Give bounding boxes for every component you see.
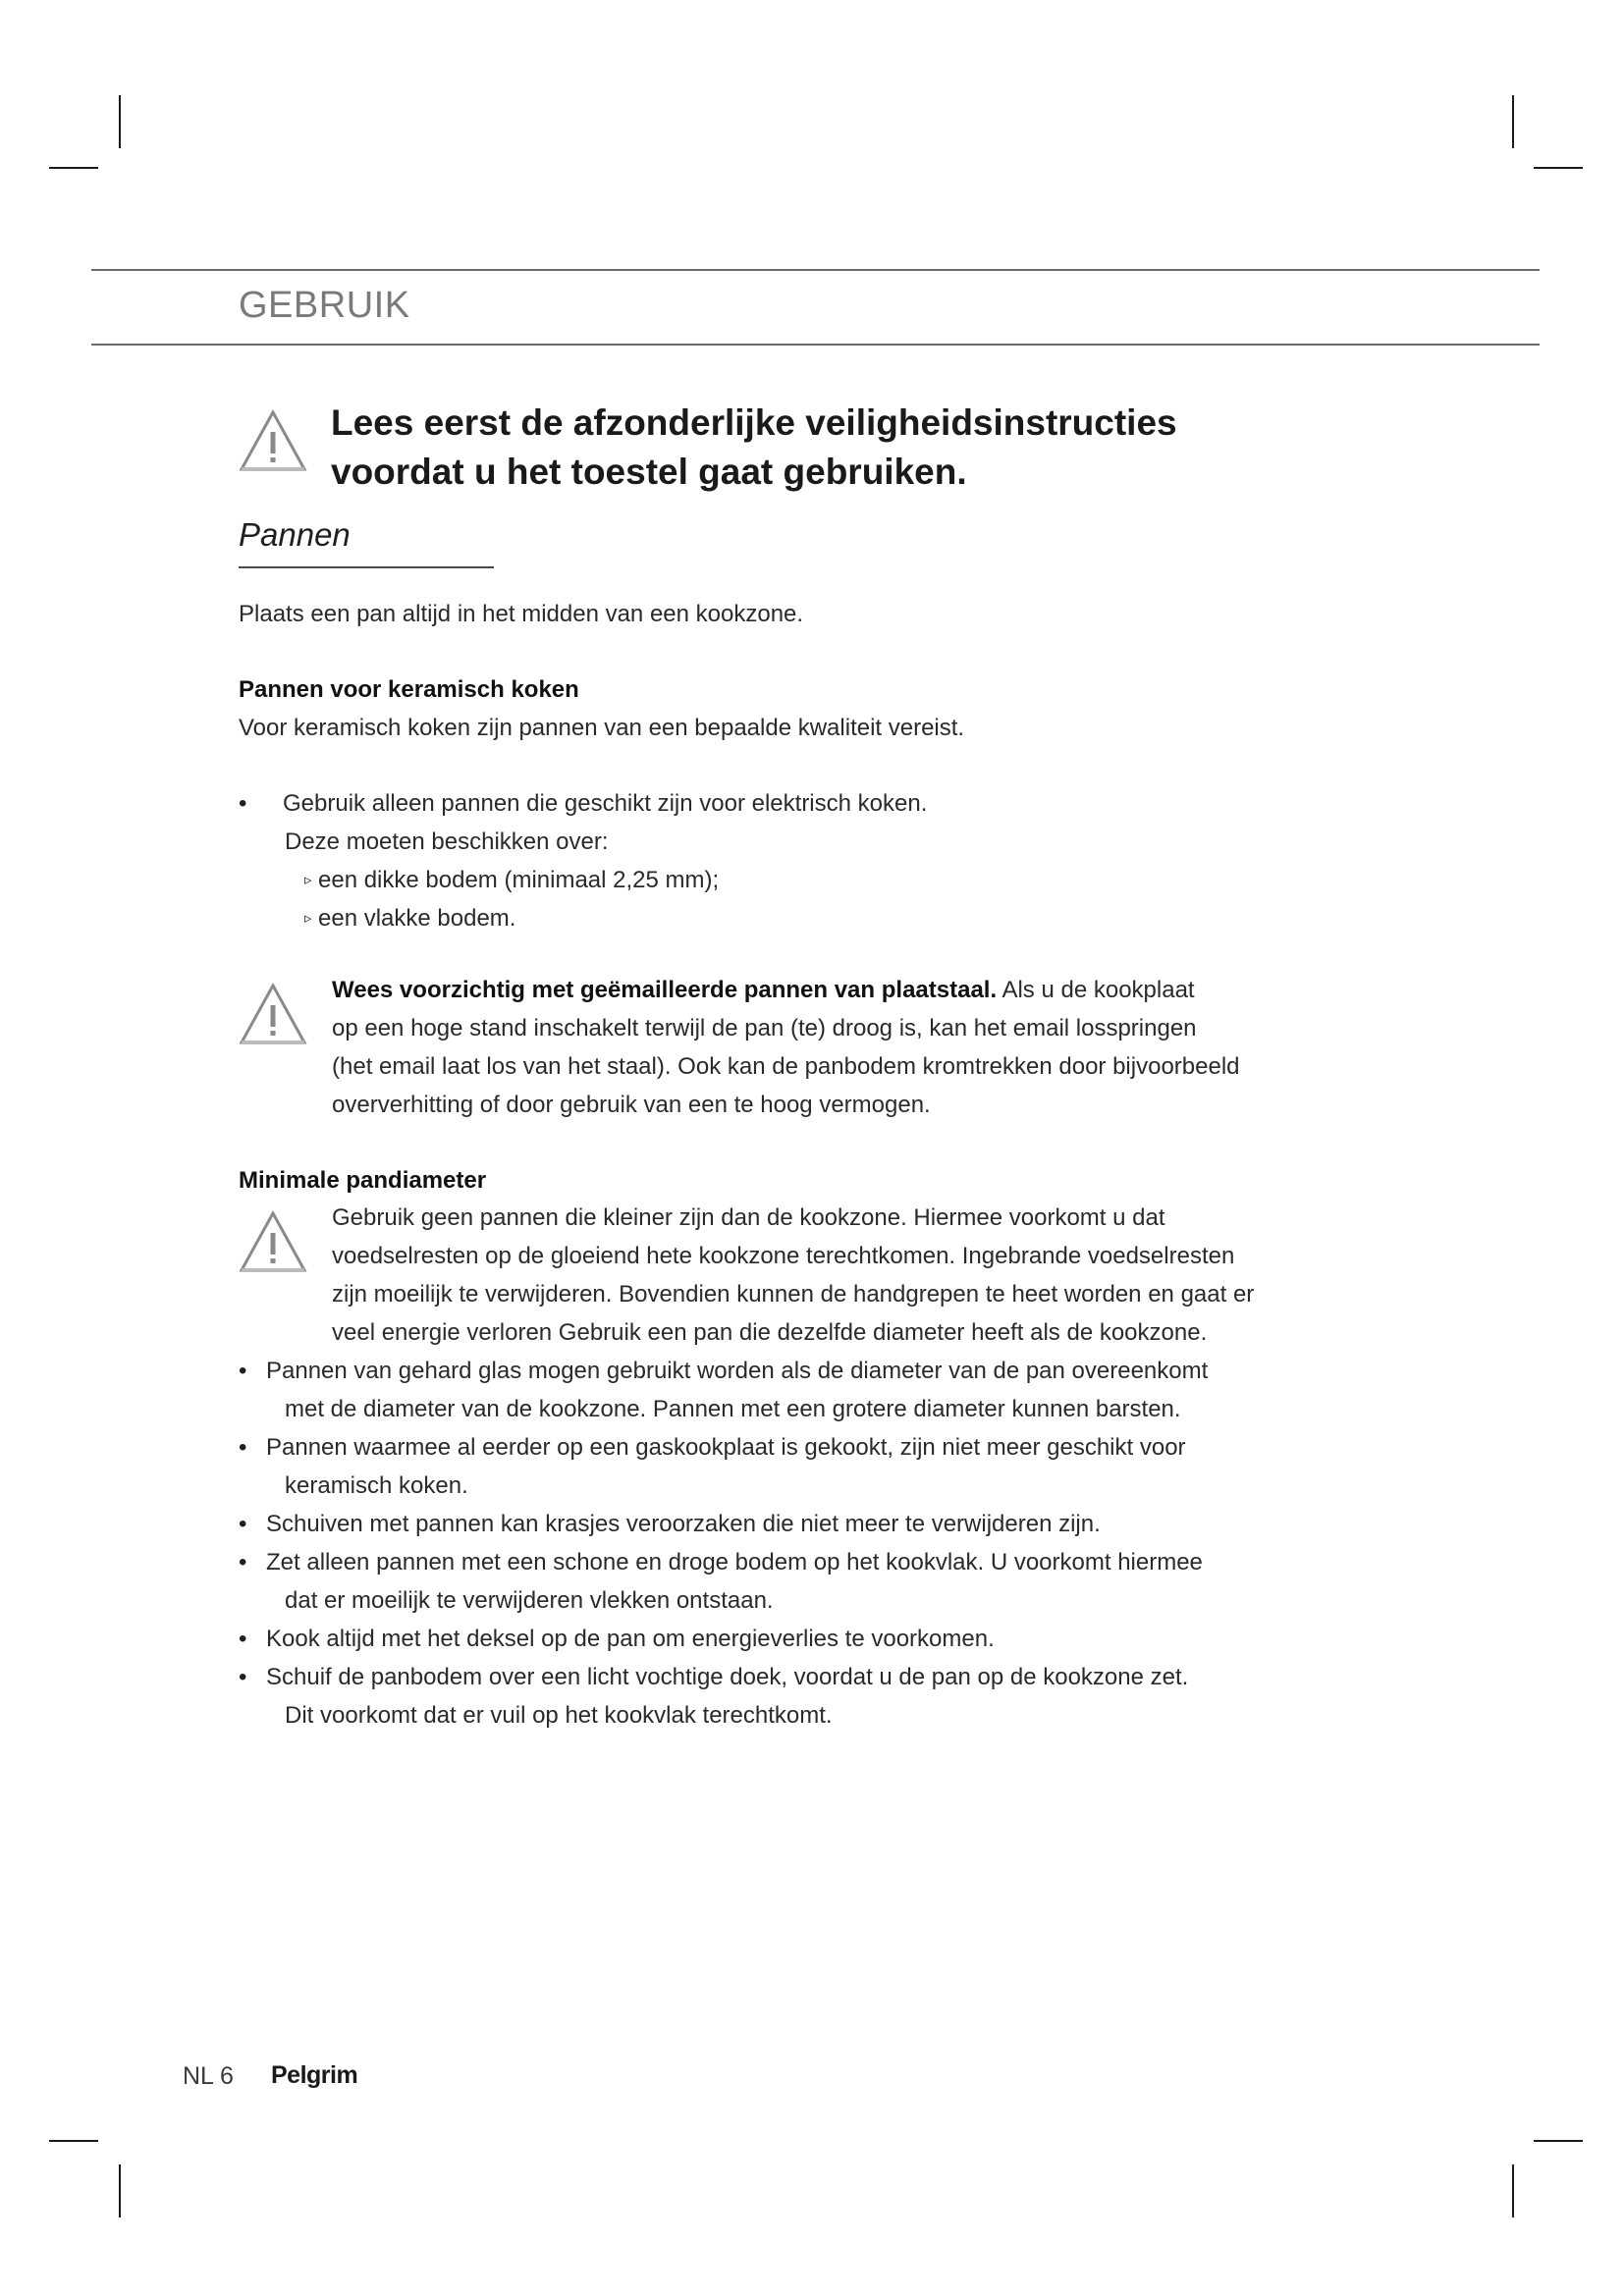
- ceramic-text: Voor keramisch koken zijn pannen van een bepaalde kwaliteit vereist.: [239, 715, 965, 741]
- triangle-right-icon: ▹: [304, 910, 312, 927]
- min-diameter-heading: Minimale pandiameter: [239, 1167, 487, 1194]
- intro-text: Plaats een pan altijd in het midden van een kookzone.: [239, 601, 804, 627]
- bullet-dot: •: [239, 1511, 247, 1537]
- list-item-4-line-1: Zet alleen pannen met een schone en droge bodem op het kookvlak. U voorkomt hiermee: [266, 1549, 1203, 1575]
- subsection-title: Pannen: [239, 516, 351, 553]
- bullet-dot: •: [239, 1549, 247, 1575]
- ceramic-heading: Pannen voor keramisch koken: [239, 676, 579, 703]
- footer-brand-logo: Pelgrim: [271, 2061, 358, 2089]
- bullet-dot: •: [239, 790, 247, 817]
- list-item-1-line-2: met de diameter van de kookzone. Pannen met een grotere diameter kunnen barsten.: [285, 1396, 1181, 1422]
- bullet-dot: •: [239, 1664, 247, 1690]
- min-diameter-line-2: voedselresten op de gloeiend hete kookzone terechtkomen. Ingebrande voedselresten: [332, 1243, 1235, 1269]
- sub-item-1: een dikke bodem (minimaal 2,25 mm);: [318, 867, 720, 893]
- bullet-dot: •: [239, 1358, 247, 1384]
- enamel-warning-line-3: (het email laat los van het staal). Ook kan de panbodem kromtrekken door bijvoorbeeld: [332, 1053, 1240, 1080]
- bullet-dot: •: [239, 1626, 247, 1652]
- enamel-warning-line-2: op een hoge stand inschakelt terwijl de pan (te) droog is, kan het email losspringen: [332, 1015, 1197, 1041]
- list-item-3-line-1: Schuiven met pannen kan krasjes veroorzaken die niet meer te verwijderen zijn.: [266, 1511, 1101, 1537]
- min-diameter-line-4: veel energie verloren Gebruik een pan die dezelfde diameter heeft als de kookzone.: [332, 1319, 1208, 1346]
- triangle-right-icon: ▹: [304, 872, 312, 888]
- ceramic-bullet-continuation: Deze moeten beschikken over:: [285, 828, 609, 855]
- list-item-1-line-1: Pannen van gehard glas mogen gebruikt worden als de diameter van de pan overeenkomt: [266, 1358, 1209, 1384]
- sub-item-2: een vlakke bodem.: [318, 905, 516, 932]
- safety-warning-heading: [331, 399, 1177, 497]
- header-rule-top: [91, 269, 1540, 271]
- enamel-warning-line-4: oververhitting of door gebruik van een te hoog vermogen.: [332, 1092, 931, 1118]
- crop-mark-bottom-left-horizontal: [49, 2140, 98, 2142]
- warning-triangle-icon: [238, 982, 308, 1046]
- crop-mark-bottom-right-vertical: [1512, 2164, 1514, 2217]
- section-title: GEBRUIK: [239, 285, 410, 326]
- safety-warning-line-2: voordat u het toestel gaat gebruiken.: [331, 452, 967, 492]
- list-item-2-line-1: Pannen waarmee al eerder op een gaskookplaat is gekookt, zijn niet meer geschikt voor: [266, 1434, 1186, 1461]
- warning-triangle-icon: [238, 408, 308, 473]
- crop-mark-top-right-vertical: [1512, 95, 1514, 148]
- min-diameter-line-3: zijn moeilijk te verwijderen. Bovendien kunnen de handgrepen te heet worden en gaat er: [332, 1281, 1255, 1308]
- min-diameter-line-1: Gebruik geen pannen die kleiner zijn dan de kookzone. Hiermee voorkomt u dat: [332, 1204, 1165, 1231]
- crop-mark-bottom-left-vertical: [119, 2164, 121, 2217]
- bullet-dot: •: [239, 1434, 247, 1461]
- header-rule-bottom: [91, 344, 1540, 346]
- footer-page-number: NL 6: [183, 2062, 234, 2090]
- crop-mark-top-right-horizontal: [1534, 167, 1583, 169]
- enamel-warning-rest: Als u de kookplaat: [997, 977, 1195, 1003]
- list-item-6-line-2: Dit voorkomt dat er vuil op het kookvlak terechtkomt.: [285, 1702, 833, 1729]
- enamel-warning-bold: Wees voorzichtig met geëmailleerde pannen van plaatstaal.: [332, 977, 998, 1003]
- ceramic-bullet: Gebruik alleen pannen die geschikt zijn voor elektrisch koken.: [283, 790, 928, 817]
- subsection-rule: [239, 566, 494, 568]
- enamel-warning-line-1: [332, 972, 1195, 1009]
- list-item-6-line-1: Schuif de panbodem over een licht vochtige doek, voordat u de pan op de kookzone zet.: [266, 1664, 1189, 1690]
- list-item-4-line-2: dat er moeilijk te verwijderen vlekken ontstaan.: [285, 1587, 774, 1614]
- safety-warning-line-1: Lees eerst de afzonderlijke veiligheidsinstructies: [331, 402, 1177, 443]
- crop-mark-top-left-horizontal: [49, 167, 98, 169]
- list-item-2-line-2: keramisch koken.: [285, 1472, 468, 1499]
- warning-triangle-icon: [238, 1209, 308, 1274]
- crop-mark-top-left-vertical: [119, 95, 121, 148]
- list-item-5-line-1: Kook altijd met het deksel op de pan om energieverlies te voorkomen.: [266, 1626, 995, 1652]
- crop-mark-bottom-right-horizontal: [1534, 2140, 1583, 2142]
